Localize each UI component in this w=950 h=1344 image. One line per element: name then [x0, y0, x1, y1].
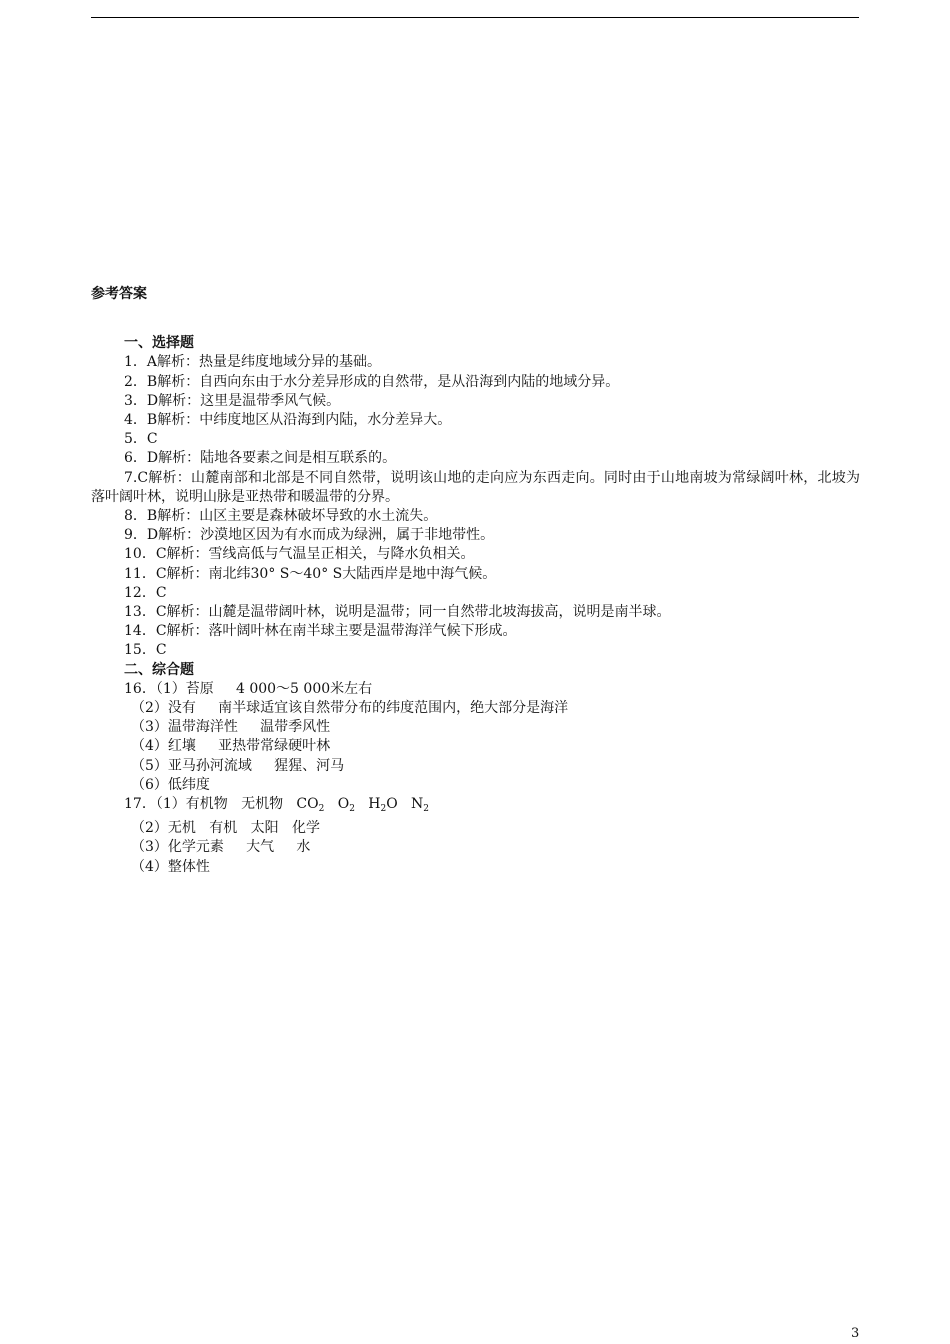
doc-title: 参考答案 — [91, 286, 147, 302]
answer-item-14: 14．C解析：落叶阔叶林在南半球主要是温带海洋气候下形成。 — [124, 623, 517, 640]
q16-part2: （2）没有 南半球适宜该自然带分布的纬度范围内，绝大部分是海洋 — [131, 700, 569, 717]
q17-part3: （3）化学元素 大气 水 — [131, 839, 311, 856]
h2o-tail-text: O N — [386, 796, 424, 813]
q16-part3: （3）温带海洋性 温带季风性 — [131, 719, 331, 736]
answer-item-1: 1．A解析：热量是纬度地域分异的基础。 — [124, 354, 382, 371]
answer-item-2: 2．B解析：自西向东由于水分差异形成的自然带，是从沿海到内陆的地域分异。 — [124, 373, 620, 390]
h2o-subscript: 2 — [380, 804, 387, 815]
answer-item-3: 3．D解析：这里是温带季风气候。 — [124, 392, 341, 409]
q17-part1-text: 17．（1）有机物 无机物 CO — [124, 796, 319, 813]
answer-item-8: 8．B解析：山区主要是森林破坏导致的水土流失。 — [124, 508, 438, 525]
answer-item-5: 5．C — [124, 431, 158, 448]
co2-subscript: 2 — [318, 804, 325, 815]
q16-part1: 16．（1）苔原 4 000～5 000米左右 — [124, 680, 373, 697]
q17-part2: （2）无机 有机 太阳 化学 — [131, 820, 320, 837]
o2-text: O — [324, 796, 350, 813]
h2o-text: H — [354, 796, 381, 813]
q17-part1 — [91, 795, 860, 819]
q16-part6: （6）低纬度 — [131, 776, 210, 793]
answer-item-4: 4．B解析：中纬度地区从沿海到内陆，水分差异大。 — [124, 412, 452, 429]
section1-heading: 一、选择题 — [124, 335, 194, 352]
section2-heading: 二、综合题 — [124, 661, 194, 678]
o2-subscript: 2 — [349, 804, 355, 815]
answer-item-15: 15．C — [124, 642, 167, 659]
n2-subscript: 2 — [423, 804, 430, 815]
q17-part4: （4）整体性 — [131, 858, 210, 875]
page-number: 3 — [851, 1326, 860, 1341]
header-rule — [91, 17, 859, 18]
answer-content — [91, 285, 860, 877]
q16-part5: （5）亚马孙河流域 猩猩、河马 — [131, 757, 345, 774]
answer-item-12: 12．C — [124, 584, 167, 601]
answer-item-13: 13．C解析：山麓是温带阔叶林，说明是温带；同一自然带北坡海拔高，说明是南半球。 — [124, 604, 671, 621]
answer-item-7: 7.C解析：山麓南部和北部是不同自然带，说明该山地的走向应为东西走向。同时由于山地南坡为常绿阔叶林，北坡为落叶阔叶林，说明山脉是亚热带和暖温带的分界。 — [91, 469, 860, 505]
q16-part4: （4）红壤 亚热带常绿硬叶林 — [131, 738, 331, 755]
answer-item-6: 6．D解析：陆地各要素之间是相互联系的。 — [124, 450, 397, 467]
answer-item-9: 9．D解析：沙漠地区因为有水而成为绿洲，属于非地带性。 — [124, 527, 495, 544]
answer-item-10: 10．C解析：雪线高低与气温呈正相关，与降水负相关。 — [124, 546, 475, 563]
answer-item-11: 11．C解析：南北纬30° S～40° S大陆西岸是地中海气候。 — [124, 565, 497, 582]
